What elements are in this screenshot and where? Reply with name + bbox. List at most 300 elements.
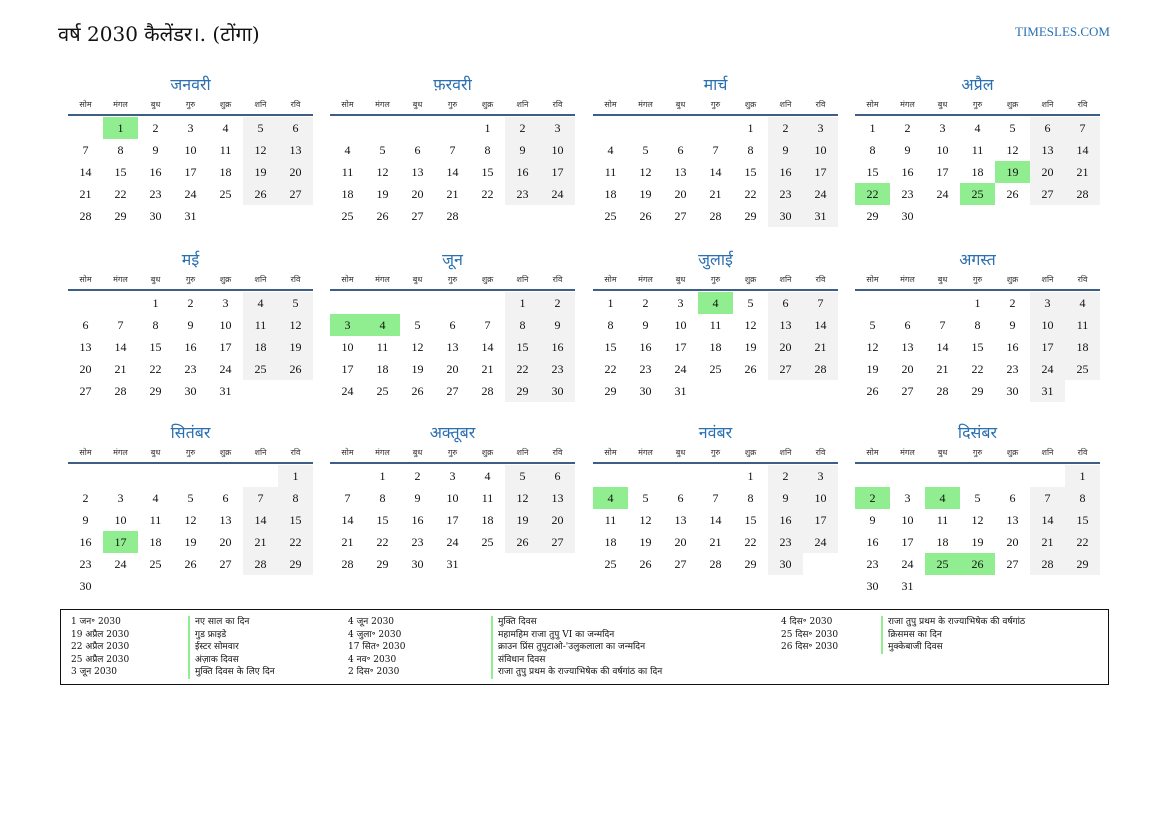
day-cell[interactable]: 14	[114, 340, 127, 354]
holiday-day-cell[interactable]: 25	[960, 183, 995, 205]
day-cell[interactable]: 24	[114, 557, 127, 571]
day-cell[interactable]: 24	[219, 362, 232, 376]
day-cell[interactable]: 28	[709, 557, 722, 571]
day-cell[interactable]: 3	[939, 121, 946, 135]
day-cell[interactable]: 11	[936, 513, 949, 527]
day-cell[interactable]: 12	[243, 139, 278, 161]
day-cell[interactable]: 21	[243, 531, 278, 553]
day-cell[interactable]: 9	[505, 139, 540, 161]
day-cell[interactable]: 13	[278, 139, 313, 161]
day-cell[interactable]: 27	[768, 358, 803, 380]
day-cell[interactable]: 21	[1030, 531, 1065, 553]
day-cell[interactable]: 26	[376, 209, 389, 223]
day-cell[interactable]: 22	[376, 535, 389, 549]
day-cell[interactable]: 8	[747, 491, 754, 505]
day-cell[interactable]: 10	[219, 318, 232, 332]
day-cell[interactable]: 26	[866, 384, 879, 398]
day-cell[interactable]: 23	[149, 187, 162, 201]
day-cell[interactable]: 6	[414, 143, 421, 157]
holiday-day-cell[interactable]: 17	[103, 531, 138, 553]
day-cell[interactable]: 15	[114, 165, 127, 179]
day-cell[interactable]: 11	[1065, 314, 1100, 336]
day-cell[interactable]: 8	[974, 318, 981, 332]
holiday-day-cell[interactable]: 4	[925, 487, 960, 509]
day-cell[interactable]: 5	[747, 296, 754, 310]
day-cell[interactable]: 29	[149, 384, 162, 398]
day-cell[interactable]: 1	[379, 469, 386, 483]
day-cell[interactable]: 21	[1065, 161, 1100, 183]
day-cell[interactable]: 18	[341, 187, 354, 201]
day-cell[interactable]: 2	[540, 292, 575, 314]
day-cell[interactable]: 7	[939, 318, 946, 332]
day-cell[interactable]: 30	[901, 209, 914, 223]
day-cell[interactable]: 14	[709, 513, 722, 527]
day-cell[interactable]: 17	[446, 513, 459, 527]
day-cell[interactable]: 12	[1006, 143, 1019, 157]
day-cell[interactable]: 22	[278, 531, 313, 553]
day-cell[interactable]: 11	[341, 165, 354, 179]
day-cell[interactable]: 20	[79, 362, 92, 376]
day-cell[interactable]: 31	[803, 205, 838, 227]
day-cell[interactable]: 20	[278, 161, 313, 183]
day-cell[interactable]: 4	[152, 491, 159, 505]
day-cell[interactable]: 26	[639, 209, 652, 223]
day-cell[interactable]: 28	[243, 553, 278, 575]
day-cell[interactable]: 14	[1030, 509, 1065, 531]
day-cell[interactable]: 2	[1009, 296, 1016, 310]
day-cell[interactable]: 3	[1030, 292, 1065, 314]
day-cell[interactable]: 24	[674, 362, 687, 376]
day-cell[interactable]: 23	[901, 187, 914, 201]
day-cell[interactable]: 10	[936, 143, 949, 157]
day-cell[interactable]: 30	[149, 209, 162, 223]
day-cell[interactable]: 30	[768, 205, 803, 227]
day-cell[interactable]: 13	[768, 314, 803, 336]
day-cell[interactable]: 5	[278, 292, 313, 314]
day-cell[interactable]: 14	[243, 509, 278, 531]
day-cell[interactable]: 12	[411, 340, 424, 354]
day-cell[interactable]: 1	[974, 296, 981, 310]
day-cell[interactable]: 20	[446, 362, 459, 376]
day-cell[interactable]: 8	[747, 143, 754, 157]
day-cell[interactable]: 23	[505, 183, 540, 205]
day-cell[interactable]: 12	[505, 487, 540, 509]
day-cell[interactable]: 23	[768, 183, 803, 205]
day-cell[interactable]: 29	[114, 209, 127, 223]
day-cell[interactable]: 6	[449, 318, 456, 332]
site-link[interactable]: TIMESLES.COM	[1015, 24, 1110, 39]
day-cell[interactable]: 8	[278, 487, 313, 509]
day-cell[interactable]: 28	[803, 358, 838, 380]
day-cell[interactable]: 10	[674, 318, 687, 332]
day-cell[interactable]: 12	[744, 318, 757, 332]
day-cell[interactable]: 3	[803, 117, 838, 139]
day-cell[interactable]: 18	[971, 165, 984, 179]
day-cell[interactable]: 10	[803, 487, 838, 509]
day-cell[interactable]: 27	[901, 384, 914, 398]
day-cell[interactable]: 3	[187, 121, 194, 135]
day-cell[interactable]: 11	[971, 143, 984, 157]
day-cell[interactable]: 16	[768, 509, 803, 531]
day-cell[interactable]: 4	[222, 121, 229, 135]
day-cell[interactable]: 10	[184, 143, 197, 157]
holiday-day-cell[interactable]: 25	[925, 553, 960, 575]
day-cell[interactable]: 28	[1030, 553, 1065, 575]
day-cell[interactable]: 18	[243, 336, 278, 358]
day-cell[interactable]: 16	[1006, 340, 1019, 354]
day-cell[interactable]: 9	[1009, 318, 1016, 332]
day-cell[interactable]: 5	[505, 465, 540, 487]
day-cell[interactable]: 25	[604, 209, 617, 223]
day-cell[interactable]: 28	[114, 384, 127, 398]
day-cell[interactable]: 20	[901, 362, 914, 376]
day-cell[interactable]: 11	[219, 143, 232, 157]
day-cell[interactable]: 15	[505, 336, 540, 358]
day-cell[interactable]: 13	[1006, 513, 1019, 527]
day-cell[interactable]: 21	[803, 336, 838, 358]
day-cell[interactable]: 6	[768, 292, 803, 314]
day-cell[interactable]: 20	[768, 336, 803, 358]
day-cell[interactable]: 29	[376, 557, 389, 571]
day-cell[interactable]: 30	[79, 579, 92, 593]
day-cell[interactable]: 7	[117, 318, 124, 332]
day-cell[interactable]: 23	[411, 535, 424, 549]
day-cell[interactable]: 15	[278, 509, 313, 531]
day-cell[interactable]: 25	[604, 557, 617, 571]
day-cell[interactable]: 7	[449, 143, 456, 157]
day-cell[interactable]: 6	[540, 465, 575, 487]
day-cell[interactable]: 24	[446, 535, 459, 549]
day-cell[interactable]: 17	[936, 165, 949, 179]
day-cell[interactable]: 15	[149, 340, 162, 354]
day-cell[interactable]: 5	[243, 117, 278, 139]
day-cell[interactable]: 30	[768, 553, 803, 575]
day-cell[interactable]: 17	[901, 535, 914, 549]
day-cell[interactable]: 25	[481, 535, 494, 549]
day-cell[interactable]: 8	[1065, 487, 1100, 509]
day-cell[interactable]: 27	[446, 384, 459, 398]
holiday-day-cell[interactable]: 4	[593, 487, 628, 509]
day-cell[interactable]: 21	[446, 187, 459, 201]
day-cell[interactable]: 22	[505, 358, 540, 380]
day-cell[interactable]: 19	[639, 187, 652, 201]
day-cell[interactable]: 16	[540, 336, 575, 358]
day-cell[interactable]: 29	[278, 553, 313, 575]
day-cell[interactable]: 21	[114, 362, 127, 376]
day-cell[interactable]: 17	[219, 340, 232, 354]
day-cell[interactable]: 5	[1009, 121, 1016, 135]
day-cell[interactable]: 20	[674, 187, 687, 201]
day-cell[interactable]: 1	[1065, 465, 1100, 487]
day-cell[interactable]: 18	[219, 165, 232, 179]
day-cell[interactable]: 20	[411, 187, 424, 201]
day-cell[interactable]: 25	[149, 557, 162, 571]
day-cell[interactable]: 30	[540, 380, 575, 402]
day-cell[interactable]: 4	[484, 469, 491, 483]
day-cell[interactable]: 15	[376, 513, 389, 527]
day-cell[interactable]: 19	[744, 340, 757, 354]
day-cell[interactable]: 1	[747, 469, 754, 483]
day-cell[interactable]: 21	[936, 362, 949, 376]
day-cell[interactable]: 22	[971, 362, 984, 376]
day-cell[interactable]: 31	[901, 579, 914, 593]
day-cell[interactable]: 7	[484, 318, 491, 332]
day-cell[interactable]: 23	[639, 362, 652, 376]
day-cell[interactable]: 23	[866, 557, 879, 571]
day-cell[interactable]: 14	[481, 340, 494, 354]
day-cell[interactable]: 31	[674, 384, 687, 398]
day-cell[interactable]: 13	[219, 513, 232, 527]
day-cell[interactable]: 16	[639, 340, 652, 354]
day-cell[interactable]: 19	[278, 336, 313, 358]
day-cell[interactable]: 5	[974, 491, 981, 505]
day-cell[interactable]: 8	[869, 143, 876, 157]
day-cell[interactable]: 12	[278, 314, 313, 336]
day-cell[interactable]: 22	[1065, 531, 1100, 553]
day-cell[interactable]: 8	[379, 491, 386, 505]
day-cell[interactable]: 29	[505, 380, 540, 402]
day-cell[interactable]: 18	[149, 535, 162, 549]
day-cell[interactable]: 13	[901, 340, 914, 354]
day-cell[interactable]: 26	[243, 183, 278, 205]
day-cell[interactable]: 25	[341, 209, 354, 223]
day-cell[interactable]: 16	[768, 161, 803, 183]
day-cell[interactable]: 12	[639, 513, 652, 527]
day-cell[interactable]: 12	[639, 165, 652, 179]
day-cell[interactable]: 7	[1065, 117, 1100, 139]
day-cell[interactable]: 7	[712, 491, 719, 505]
day-cell[interactable]: 19	[866, 362, 879, 376]
holiday-day-cell[interactable]: 1	[103, 117, 138, 139]
day-cell[interactable]: 30	[866, 579, 879, 593]
day-cell[interactable]: 14	[341, 513, 354, 527]
day-cell[interactable]: 19	[376, 187, 389, 201]
day-cell[interactable]: 28	[481, 384, 494, 398]
day-cell[interactable]: 26	[278, 358, 313, 380]
day-cell[interactable]: 6	[677, 143, 684, 157]
day-cell[interactable]: 14	[79, 165, 92, 179]
day-cell[interactable]: 12	[866, 340, 879, 354]
day-cell[interactable]: 12	[971, 513, 984, 527]
day-cell[interactable]: 5	[187, 491, 194, 505]
day-cell[interactable]: 6	[677, 491, 684, 505]
day-cell[interactable]: 10	[446, 491, 459, 505]
day-cell[interactable]: 3	[222, 296, 229, 310]
day-cell[interactable]: 17	[803, 161, 838, 183]
day-cell[interactable]: 10	[1030, 314, 1065, 336]
day-cell[interactable]: 22	[114, 187, 127, 201]
day-cell[interactable]: 5	[379, 143, 386, 157]
day-cell[interactable]: 13	[674, 513, 687, 527]
day-cell[interactable]: 5	[642, 143, 649, 157]
day-cell[interactable]: 3	[449, 469, 456, 483]
day-cell[interactable]: 8	[117, 143, 124, 157]
day-cell[interactable]: 21	[709, 187, 722, 201]
holiday-day-cell[interactable]: 4	[698, 292, 733, 314]
day-cell[interactable]: 7	[803, 292, 838, 314]
day-cell[interactable]: 3	[803, 465, 838, 487]
day-cell[interactable]: 3	[904, 491, 911, 505]
day-cell[interactable]: 23	[768, 531, 803, 553]
day-cell[interactable]: 28	[446, 209, 459, 223]
day-cell[interactable]: 19	[184, 535, 197, 549]
day-cell[interactable]: 31	[1030, 380, 1065, 402]
day-cell[interactable]: 28	[79, 209, 92, 223]
day-cell[interactable]: 16	[79, 535, 92, 549]
day-cell[interactable]: 14	[709, 165, 722, 179]
day-cell[interactable]: 1	[607, 296, 614, 310]
day-cell[interactable]: 2	[187, 296, 194, 310]
day-cell[interactable]: 16	[505, 161, 540, 183]
day-cell[interactable]: 25	[376, 384, 389, 398]
day-cell[interactable]: 22	[481, 187, 494, 201]
day-cell[interactable]: 15	[744, 513, 757, 527]
day-cell[interactable]: 24	[901, 557, 914, 571]
day-cell[interactable]: 15	[1065, 509, 1100, 531]
day-cell[interactable]: 18	[376, 362, 389, 376]
day-cell[interactable]: 9	[904, 143, 911, 157]
day-cell[interactable]: 23	[79, 557, 92, 571]
day-cell[interactable]: 11	[243, 314, 278, 336]
day-cell[interactable]: 25	[709, 362, 722, 376]
day-cell[interactable]: 6	[278, 117, 313, 139]
day-cell[interactable]: 3	[677, 296, 684, 310]
day-cell[interactable]: 13	[446, 340, 459, 354]
day-cell[interactable]: 30	[1006, 384, 1019, 398]
day-cell[interactable]: 26	[639, 557, 652, 571]
day-cell[interactable]: 25	[1065, 358, 1100, 380]
day-cell[interactable]: 20	[1030, 161, 1065, 183]
day-cell[interactable]: 10	[901, 513, 914, 527]
day-cell[interactable]: 7	[82, 143, 89, 157]
day-cell[interactable]: 9	[152, 143, 159, 157]
day-cell[interactable]: 7	[1030, 487, 1065, 509]
day-cell[interactable]: 1	[747, 121, 754, 135]
day-cell[interactable]: 30	[411, 557, 424, 571]
day-cell[interactable]: 26	[744, 362, 757, 376]
day-cell[interactable]: 13	[411, 165, 424, 179]
day-cell[interactable]: 1	[869, 121, 876, 135]
day-cell[interactable]: 4	[243, 292, 278, 314]
day-cell[interactable]: 27	[674, 557, 687, 571]
day-cell[interactable]: 4	[1065, 292, 1100, 314]
day-cell[interactable]: 17	[803, 509, 838, 531]
day-cell[interactable]: 6	[1009, 491, 1016, 505]
day-cell[interactable]: 16	[149, 165, 162, 179]
day-cell[interactable]: 11	[481, 491, 494, 505]
day-cell[interactable]: 3	[117, 491, 124, 505]
day-cell[interactable]: 28	[936, 384, 949, 398]
day-cell[interactable]: 6	[222, 491, 229, 505]
day-cell[interactable]: 24	[803, 183, 838, 205]
day-cell[interactable]: 18	[709, 340, 722, 354]
day-cell[interactable]: 9	[869, 513, 876, 527]
day-cell[interactable]: 19	[639, 535, 652, 549]
day-cell[interactable]: 10	[341, 340, 354, 354]
day-cell[interactable]: 5	[414, 318, 421, 332]
day-cell[interactable]: 14	[446, 165, 459, 179]
day-cell[interactable]: 19	[411, 362, 424, 376]
day-cell[interactable]: 20	[540, 509, 575, 531]
day-cell[interactable]: 18	[1065, 336, 1100, 358]
day-cell[interactable]: 2	[414, 469, 421, 483]
day-cell[interactable]: 31	[219, 384, 232, 398]
day-cell[interactable]: 1	[505, 292, 540, 314]
day-cell[interactable]: 10	[803, 139, 838, 161]
day-cell[interactable]: 28	[341, 557, 354, 571]
day-cell[interactable]: 14	[1065, 139, 1100, 161]
day-cell[interactable]: 29	[604, 384, 617, 398]
day-cell[interactable]: 11	[149, 513, 162, 527]
day-cell[interactable]: 4	[607, 143, 614, 157]
day-cell[interactable]: 8	[152, 318, 159, 332]
day-cell[interactable]: 16	[184, 340, 197, 354]
day-cell[interactable]: 27	[674, 209, 687, 223]
day-cell[interactable]: 26	[505, 531, 540, 553]
day-cell[interactable]: 27	[1030, 183, 1065, 205]
day-cell[interactable]: 11	[604, 165, 617, 179]
day-cell[interactable]: 2	[82, 491, 89, 505]
day-cell[interactable]: 9	[768, 139, 803, 161]
day-cell[interactable]: 27	[411, 209, 424, 223]
day-cell[interactable]: 25	[219, 187, 232, 201]
day-cell[interactable]: 5	[869, 318, 876, 332]
day-cell[interactable]: 20	[219, 535, 232, 549]
day-cell[interactable]: 10	[540, 139, 575, 161]
day-cell[interactable]: 15	[481, 165, 494, 179]
day-cell[interactable]: 11	[376, 340, 389, 354]
day-cell[interactable]: 19	[971, 535, 984, 549]
day-cell[interactable]: 18	[936, 535, 949, 549]
day-cell[interactable]: 22	[744, 187, 757, 201]
day-cell[interactable]: 17	[540, 161, 575, 183]
day-cell[interactable]: 7	[712, 143, 719, 157]
day-cell[interactable]: 22	[604, 362, 617, 376]
day-cell[interactable]: 25	[243, 358, 278, 380]
day-cell[interactable]: 21	[79, 187, 92, 201]
day-cell[interactable]: 16	[901, 165, 914, 179]
day-cell[interactable]: 14	[936, 340, 949, 354]
day-cell[interactable]: 15	[971, 340, 984, 354]
day-cell[interactable]: 8	[484, 143, 491, 157]
day-cell[interactable]: 2	[152, 121, 159, 135]
holiday-day-cell[interactable]: 19	[995, 161, 1030, 183]
day-cell[interactable]: 5	[642, 491, 649, 505]
day-cell[interactable]: 29	[744, 209, 757, 223]
day-cell[interactable]: 13	[79, 340, 92, 354]
day-cell[interactable]: 3	[540, 117, 575, 139]
day-cell[interactable]: 19	[243, 161, 278, 183]
day-cell[interactable]: 21	[709, 535, 722, 549]
day-cell[interactable]: 15	[604, 340, 617, 354]
day-cell[interactable]: 13	[674, 165, 687, 179]
day-cell[interactable]: 17	[1030, 336, 1065, 358]
day-cell[interactable]: 1	[484, 121, 491, 135]
day-cell[interactable]: 2	[505, 117, 540, 139]
day-cell[interactable]: 9	[187, 318, 194, 332]
day-cell[interactable]: 2	[768, 465, 803, 487]
day-cell[interactable]: 26	[1006, 187, 1019, 201]
day-cell[interactable]: 6	[904, 318, 911, 332]
day-cell[interactable]: 30	[184, 384, 197, 398]
day-cell[interactable]: 9	[414, 491, 421, 505]
day-cell[interactable]: 24	[184, 187, 197, 201]
day-cell[interactable]: 1	[278, 465, 313, 487]
day-cell[interactable]: 18	[481, 513, 494, 527]
day-cell[interactable]: 27	[1006, 557, 1019, 571]
day-cell[interactable]: 27	[278, 183, 313, 205]
day-cell[interactable]: 13	[540, 487, 575, 509]
